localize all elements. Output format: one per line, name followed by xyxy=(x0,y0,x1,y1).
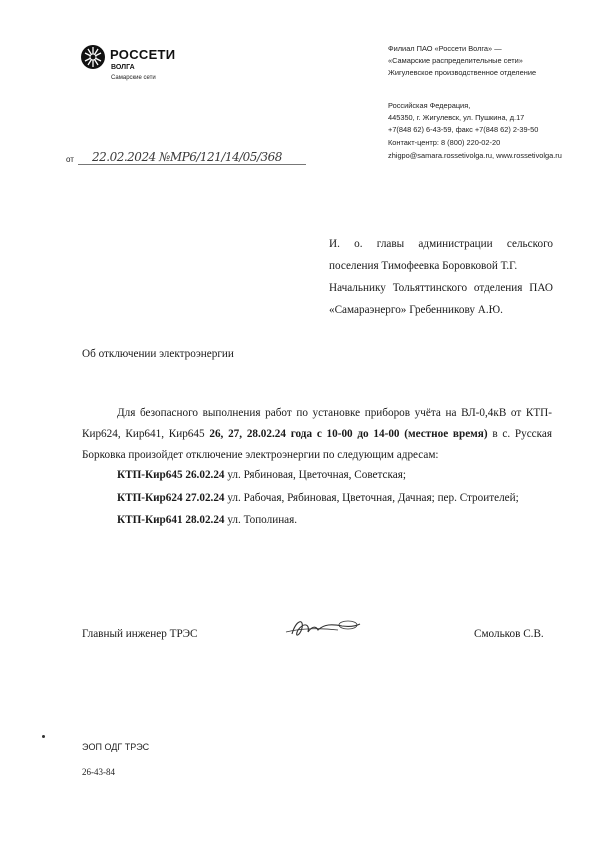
handwritten-signature xyxy=(282,612,362,642)
registration-underline xyxy=(78,164,306,165)
outage-item-station: КТП-Кир624 27.02.24 xyxy=(117,492,225,504)
registration-handwritten-number: 22.02.2024 №МР6/121/14/05/368 xyxy=(92,150,282,164)
outage-item xyxy=(117,469,406,481)
outage-item-streets: ул. Рябиновая, Цветочная, Советская; xyxy=(224,469,406,481)
body-text-b: в с. Русская Борковка произойдет отключение электроэнергии по следующим адресам: xyxy=(82,428,552,461)
signatory-name: Смольков С.В. xyxy=(474,628,544,640)
outage-item-station: КТП-Кир641 28.02.24 xyxy=(117,514,225,526)
signatory-role: Главный инженер ТРЭС xyxy=(82,628,198,640)
body-text-bold: 26, 27, 28.02.24 года с 10-00 до 14-00 (местное время) xyxy=(209,428,488,440)
logo-subtitle-secondary: Самарские сети xyxy=(111,75,156,81)
registration-prefix: от xyxy=(66,155,74,164)
outage-item-streets: ул. Тополиная. xyxy=(224,514,298,526)
body-text-a: Для безопасного выполнения работ по установке приборов учёта на ВЛ-0,4кВ от КТП-Кир624, Кир641, Кир645 xyxy=(82,407,552,440)
addressee-2: Начальнику Тольяттинского отделения ПАО «Самараэнерго» Гребенникову А.Ю. xyxy=(329,282,553,316)
outage-item-station: КТП-Кир645 26.02.24 xyxy=(117,469,225,481)
body-paragraph xyxy=(82,403,552,466)
header-address-line-1: Российская Федерация, xyxy=(388,101,471,110)
header-phone: +7(848 62) 6-43-59, факс +7(848 62) 2-39-50 xyxy=(388,125,539,134)
letter-subject: Об отключении электроэнергии xyxy=(82,348,234,360)
addressee-1: И. о. главы администрации сельского поселения Тимофеевка Боровковой Т.Г. xyxy=(329,238,553,272)
logo-title: РОССЕТИ xyxy=(110,47,176,62)
outage-item-streets: ул. Рабочая, Рябиновая, Цветочная, Дачная; пер. Строителей; xyxy=(224,492,519,504)
rosseti-logo-icon xyxy=(80,44,106,70)
header-org-line-2: «Самарские распределительные сети» xyxy=(388,56,523,65)
outage-item xyxy=(117,514,297,526)
outage-item xyxy=(117,492,519,504)
logo-subtitle: ВОЛГА xyxy=(111,64,135,71)
header-org-line-3: Жигулевское производственное отделение xyxy=(388,68,537,77)
header-contact-center: Контакт-центр: 8 (800) 220-02-20 xyxy=(388,138,501,147)
footer-department: ЭОП ОДГ ТРЭС xyxy=(82,742,150,752)
header-email-web: zhigpo@samara.rossetivolga.ru, www.rossetivolga.ru xyxy=(388,151,562,160)
scan-speck xyxy=(42,735,45,738)
footer-phone: 26-43-84 xyxy=(82,767,115,777)
header-org-line-1: Филиал ПАО «Россети Волга» — xyxy=(388,44,502,53)
header-address-line-2: 445350, г. Жигулевск, ул. Пушкина, д.17 xyxy=(388,113,525,122)
